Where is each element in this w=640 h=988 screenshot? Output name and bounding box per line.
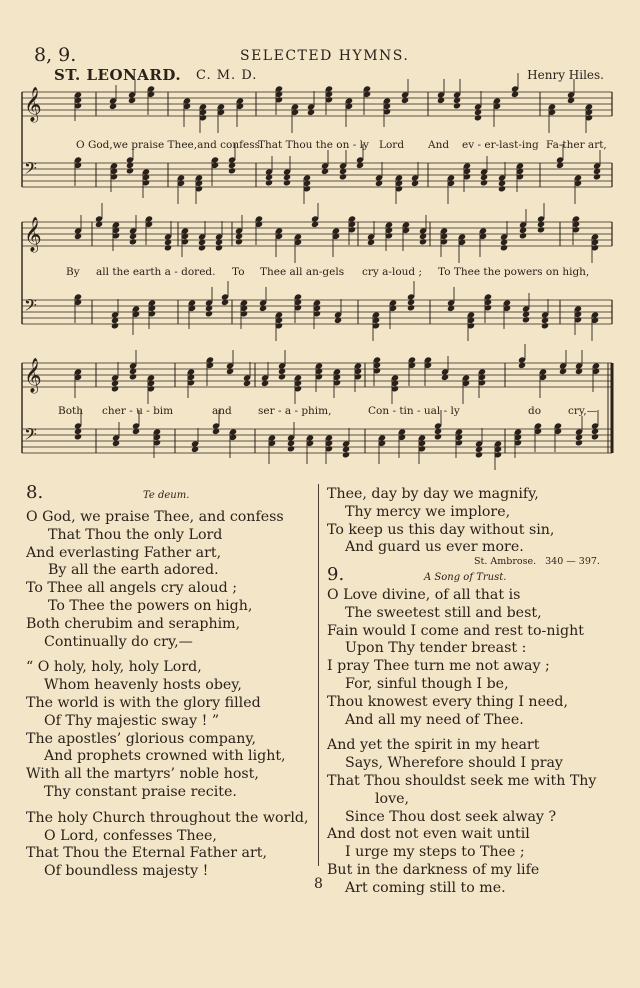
note-head xyxy=(407,304,415,311)
hymn-8-text xyxy=(26,509,309,881)
note-head xyxy=(228,167,236,174)
h8-s2-l2: Whom heavenly hosts obey, xyxy=(44,677,242,694)
lyric-2d: Thee all an-gels xyxy=(260,266,345,278)
lyric-1c: Lord xyxy=(379,139,405,151)
lyric-3a: Both xyxy=(58,405,84,417)
author: St. Ambrose. xyxy=(474,556,537,567)
note-head xyxy=(129,373,137,380)
treble-clef: 𝄞 xyxy=(24,358,42,393)
note-head xyxy=(111,322,119,329)
lyric-2f: To Thee the powers on high, xyxy=(438,266,590,278)
note-head xyxy=(126,167,134,174)
note-head xyxy=(215,244,223,251)
note-head xyxy=(453,102,461,109)
h8-s4-l1: Thee, day by day we magnify, xyxy=(327,486,539,502)
h9-s2-l4: Since Thou dost seek alway ? xyxy=(345,808,557,825)
hymn-8-attribution xyxy=(474,556,600,567)
h9-s1-l1: O Love divine, of all that is xyxy=(327,587,521,603)
h8-s1-l8: Continually do cry,— xyxy=(44,633,193,650)
h9-s1-l7: Thou knowest every thing I need, xyxy=(327,693,568,710)
hymn-9-text xyxy=(327,587,596,898)
h8-s1-l6: To Thee the powers on high, xyxy=(48,597,253,614)
page-title: SELECTED HYMNS. xyxy=(240,48,410,64)
h9-s2-l3: That Thou shouldst seek me with Thy xyxy=(327,772,597,789)
hymn-8-continued xyxy=(327,486,554,557)
note-head xyxy=(278,373,286,380)
music-score xyxy=(0,0,640,470)
note-head xyxy=(419,238,427,245)
lyrics-line-1 xyxy=(0,139,640,153)
note-head xyxy=(500,244,508,251)
h8-s4-l2: Thy mercy we implore, xyxy=(345,503,511,520)
note-head xyxy=(198,244,206,251)
note-head xyxy=(205,310,213,317)
h9-s2-l8: Art coming still to me. xyxy=(345,879,506,896)
h9-s2-l3b: love, xyxy=(375,790,410,807)
note-head xyxy=(434,433,442,440)
bass-clef: 𝄢 xyxy=(24,158,37,182)
h9-s1-l2: The sweetest still and best, xyxy=(345,604,542,621)
h9-s2-l7: But in the darkness of my life xyxy=(327,861,540,878)
h8-s3-l4: Of boundless majesty ! xyxy=(44,863,209,880)
h8-s2-l3: The world is with the glory filled xyxy=(26,694,261,711)
note-head xyxy=(265,179,273,186)
h8-s2-l1: “ O holy, holy, holy Lord, xyxy=(26,659,202,676)
lyric-3d: ser - a - phim, xyxy=(258,405,332,417)
h9-s2-l6: I urge my steps to Thee ; xyxy=(345,844,525,861)
note-head xyxy=(519,232,527,239)
note-head xyxy=(498,185,506,192)
hymn-numbers: 8, 9. xyxy=(34,44,77,66)
lyric-2b: all the earth a - dored. xyxy=(96,266,216,278)
page-number: 8 xyxy=(314,876,323,892)
h9-s1-l6: For, sinful though I be, xyxy=(345,675,509,692)
h8-s3-l2: O Lord, confesses Thee, xyxy=(44,827,217,844)
treble-clef: 𝄞 xyxy=(24,87,42,122)
lyric-3g: cry,— xyxy=(568,405,598,417)
note-head xyxy=(342,451,350,458)
note-head xyxy=(111,385,119,392)
lyrics-line-3 xyxy=(0,405,640,419)
h8-s2-l4: Of Thy majestic sway ! ” xyxy=(44,712,220,729)
h8-s3-l3: That Thou the Eternal Father art, xyxy=(26,845,267,862)
column-divider xyxy=(318,484,319,866)
hymn-9-subtitle: A Song of Trust. xyxy=(424,572,507,583)
tune-meter: C. M. D. xyxy=(196,68,258,83)
note-head xyxy=(474,114,482,121)
treble-clef: 𝄞 xyxy=(24,217,42,252)
lyric-3b: cher - u - bim xyxy=(102,405,174,417)
h9-s1-l4: Upon Thy tender breast : xyxy=(345,640,527,657)
h8-s1-l1: O God, we praise Thee, and confess xyxy=(26,509,284,525)
h8-s3-l1: The holy Church throughout the world, xyxy=(26,809,309,826)
h8-s1-l4: By all the earth adored. xyxy=(48,562,219,579)
note-head xyxy=(480,179,488,186)
h8-s2-l8: Thy constant praise recite. xyxy=(44,783,237,800)
note-head xyxy=(522,316,530,323)
lyric-1e: ev - er-last-ing xyxy=(462,139,539,151)
note-head xyxy=(537,226,545,233)
h9-s2-l2: Says, Wherefore should I pray xyxy=(345,755,563,772)
note-head xyxy=(575,439,583,446)
lyric-1a: O God,we praise Thee,and confess xyxy=(76,139,261,151)
hymn-8-number: 8. xyxy=(26,482,44,503)
lyric-1f: Fa-ther art, xyxy=(546,139,607,151)
h8-s2-l7: With all the martyrs’ noble host, xyxy=(26,766,259,783)
h8-s4-l3: To keep us this day without sin, xyxy=(327,521,555,538)
bass-clef: 𝄢 xyxy=(24,295,37,319)
lyric-2e: cry a-loud ; xyxy=(362,266,423,278)
lyric-1d: And xyxy=(428,139,450,151)
note-head xyxy=(164,244,172,251)
lyric-3c: and xyxy=(212,405,232,417)
note-head xyxy=(339,173,347,180)
tune-name: ST. LEONARD. xyxy=(54,66,182,84)
h8-s4-l4: And guard us ever more. xyxy=(345,539,524,556)
note-head xyxy=(591,433,599,440)
h8-s1-l5: To Thee all angels cry aloud ; xyxy=(26,580,238,597)
lyric-2a: By xyxy=(66,266,80,278)
lyrics-line-2 xyxy=(0,266,640,280)
h8-s2-l5: The apostles’ glorious company, xyxy=(26,730,257,747)
note-head xyxy=(235,238,243,245)
note-head xyxy=(287,445,295,452)
h8-s1-l7: Both cherubim and seraphim, xyxy=(26,615,241,632)
hymn-9-number: 9. xyxy=(327,564,345,585)
hymn-8-subtitle: Te deum. xyxy=(143,490,190,501)
h9-s1-l5: I pray Thee turn me not away ; xyxy=(327,658,550,675)
note-head xyxy=(74,433,82,440)
bass-clef: 𝄢 xyxy=(24,424,37,448)
h9-s2-l1: And yet the spirit in my heart xyxy=(327,737,540,754)
note-head xyxy=(283,179,291,186)
h8-s1-l2: That Thou the only Lord xyxy=(48,526,223,543)
h9-s1-l8: And all my need of Thee. xyxy=(345,711,524,728)
h8-s1-l3: And everlasting Father art, xyxy=(26,544,222,561)
lyric-3f: do xyxy=(528,405,542,417)
tune-range: 340 — 397. xyxy=(545,556,600,567)
composer: Henry Hiles. xyxy=(527,68,604,82)
note-head xyxy=(129,238,137,245)
lyric-1b: That Thou the on - ly xyxy=(258,139,369,151)
note-head xyxy=(593,173,601,180)
note-head xyxy=(541,322,549,329)
h9-s2-l5: And dost not even wait until xyxy=(327,826,530,843)
lyric-2c: To xyxy=(232,266,245,278)
lyric-3e: Con - tin - ual - ly xyxy=(368,405,460,417)
h8-s2-l6: And prophets crowned with light, xyxy=(44,748,286,765)
h9-s1-l3: Fain would I come and rest to-night xyxy=(327,622,584,639)
note-head xyxy=(475,451,483,458)
